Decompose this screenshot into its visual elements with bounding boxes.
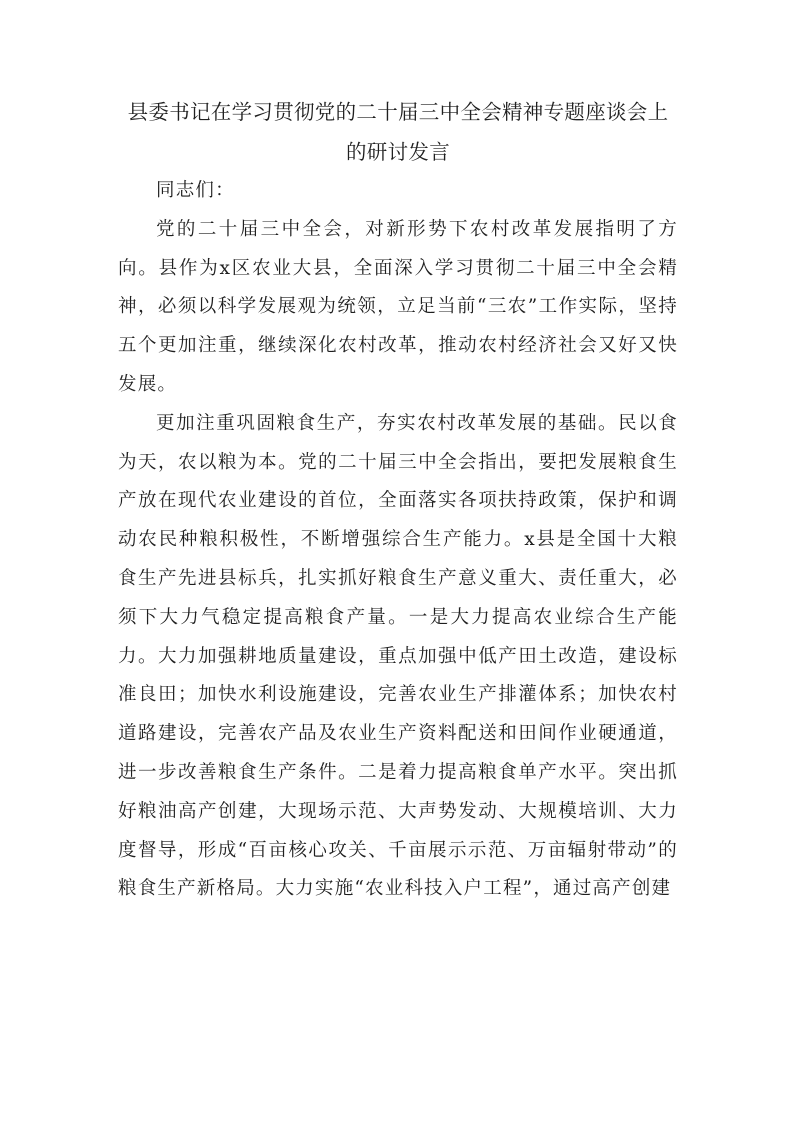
body-paragraph-1: 党的二十届三中全会，对新形势下农村改革发展指明了方向。县作为x区农业大县，全面深入学习贯彻二十届三中全会精神，必须以科学发展观为统领，立足当前“三农”工作实际，坚持五个更加注重，继续深化农村改革，推动农村经济社会又好又快发展。 [118,218,678,395]
salutation: 同志们： [156,180,235,201]
body-paragraph-2: 更加注重巩固粮食生产，夯实农村改革发展的基础。民以食为天，农以粮为本。党的二十届三中全会指出，要把发展粮食生产放在现代农业建设的首位，全面落实各项扶持政策，保护和调动农民种粮积极性，不断增强综合生产能力。x县是全国十大粮食生产先进县标兵，扎实抓好粮食生产意义重大、责任重大，必须下大力气稳定提高粮食产量。一是大力提高农业综合生产能力。大力加强耕地质量建设，重点加强中低产田土改造，建设标准良田；加快水利设施建设，完善农业生产排灌体系；加快农村道路建设，完善农产品及农业生产资料配送和田间作业硬通道，进一步改善粮食生产条件。二是着力提高粮食单产水平。突出抓好粮油高产创建，大现场示范、大声势发动、大规模培训、大力度督导，形成“百亩核心攻关、千亩展示示范、万亩辐射带动”的粮食生产新格局。大力实施“农业科技入户工程”，通过高产创建 [118,412,678,900]
document-title: 县委书记在学习贯彻党的二十届三中全会精神专题座谈会上的研讨发言 [127,100,669,164]
document-page [118,92,678,909]
